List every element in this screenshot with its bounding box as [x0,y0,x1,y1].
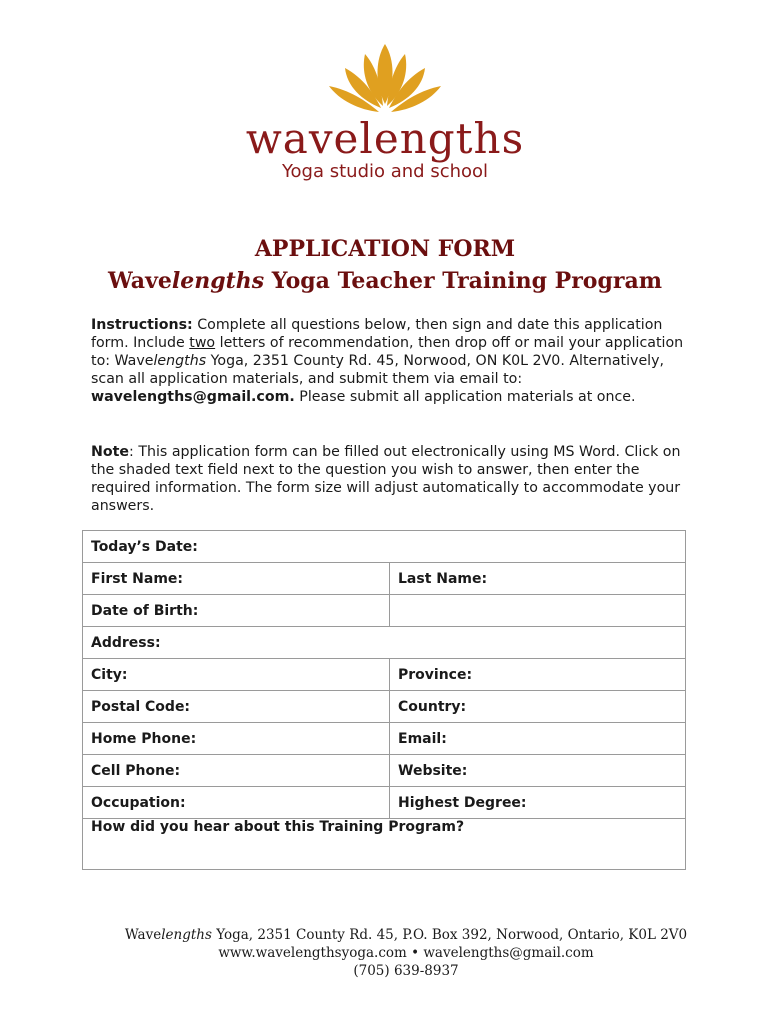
postal-code-field[interactable]: Postal Code: [83,691,390,723]
city-field[interactable]: City: [83,659,390,691]
last-name-field[interactable]: Last Name: [390,563,686,595]
occupation-field[interactable]: Occupation: [83,787,390,819]
todays-date-field[interactable]: Today’s Date: [83,531,686,563]
note-paragraph [91,443,691,515]
program-title-suffix: Yoga Teacher Training Program [264,268,662,294]
table-row [83,787,686,819]
instructions-label: Instructions: [91,317,193,333]
footer-address [0,926,770,944]
program-title [0,268,770,294]
footer-web-email: www.wavelengthsyoga.com • wavelengths@gmail.com [218,945,594,961]
province-field[interactable]: Province: [390,659,686,691]
footer-address-suffix: Yoga, 2351 County Rd. 45, P.O. Box 392, Norwood, Ontario, K0L 2V0 [211,927,688,943]
program-title-italic: lengths [171,268,265,294]
email-field[interactable]: Email: [390,723,686,755]
table-row [83,819,686,870]
brand-prefix: wave [245,114,360,163]
program-title-prefix: Wave [108,268,172,294]
note-label: Note [91,444,130,460]
footer-address-prefix: Wave [124,927,162,943]
table-row [83,563,686,595]
cell-phone-field[interactable]: Cell Phone: [83,755,390,787]
table-row [83,627,686,659]
footer-phone: (705) 639-8937 [353,963,459,979]
table-row [83,723,686,755]
brand-tagline: Yoga studio and school [281,161,489,182]
table-row [83,531,686,563]
instructions-text-a: Complete all questions below, then sign and date this application form. Include [91,317,663,351]
instructions-text-c: Yoga, 2351 County Rd. 45, Norwood, ON K0L 2V0. Alternatively, scan all application materials, and submit them via email to: [91,353,665,387]
instructions-text-b: letters of recommendation, then drop off or mail your application to: Wave [91,335,684,369]
first-name-field[interactable]: First Name: [83,563,390,595]
instructions-paragraph [91,316,691,406]
brand-name [0,114,770,163]
address-field[interactable]: Address: [83,627,686,659]
lotus-icon [315,40,455,120]
highest-degree-field[interactable]: Highest Degree: [390,787,686,819]
table-row [83,691,686,723]
table-row [83,755,686,787]
instructions-italic: lengths [153,353,207,369]
date-of-birth-field[interactable]: Date of Birth: [83,595,390,627]
instructions-underlined: two [189,335,216,351]
note-text: : This application form can be filled out electronically using MS Word. Click on the shaded text field next to the question you wish to answer, then enter the required information. The form size will adjust automatically to accommodate your answers. [91,444,681,514]
application-form-table [82,530,686,870]
instructions-text-d: Please submit all application materials at once. [294,389,636,405]
home-phone-field[interactable]: Home Phone: [83,723,390,755]
instructions-email[interactable]: wavelengths@gmail.com. [91,389,295,405]
form-title: APPLICATION FORM [254,236,516,262]
table-row [83,659,686,691]
date-of-birth-value[interactable] [390,595,686,627]
table-row [83,595,686,627]
country-field[interactable]: Country: [390,691,686,723]
footer-address-italic: lengths [161,927,212,943]
hear-about-field[interactable]: How did you hear about this Training Program? [83,819,686,870]
brand-suffix: lengths [359,114,525,163]
website-field[interactable]: Website: [390,755,686,787]
